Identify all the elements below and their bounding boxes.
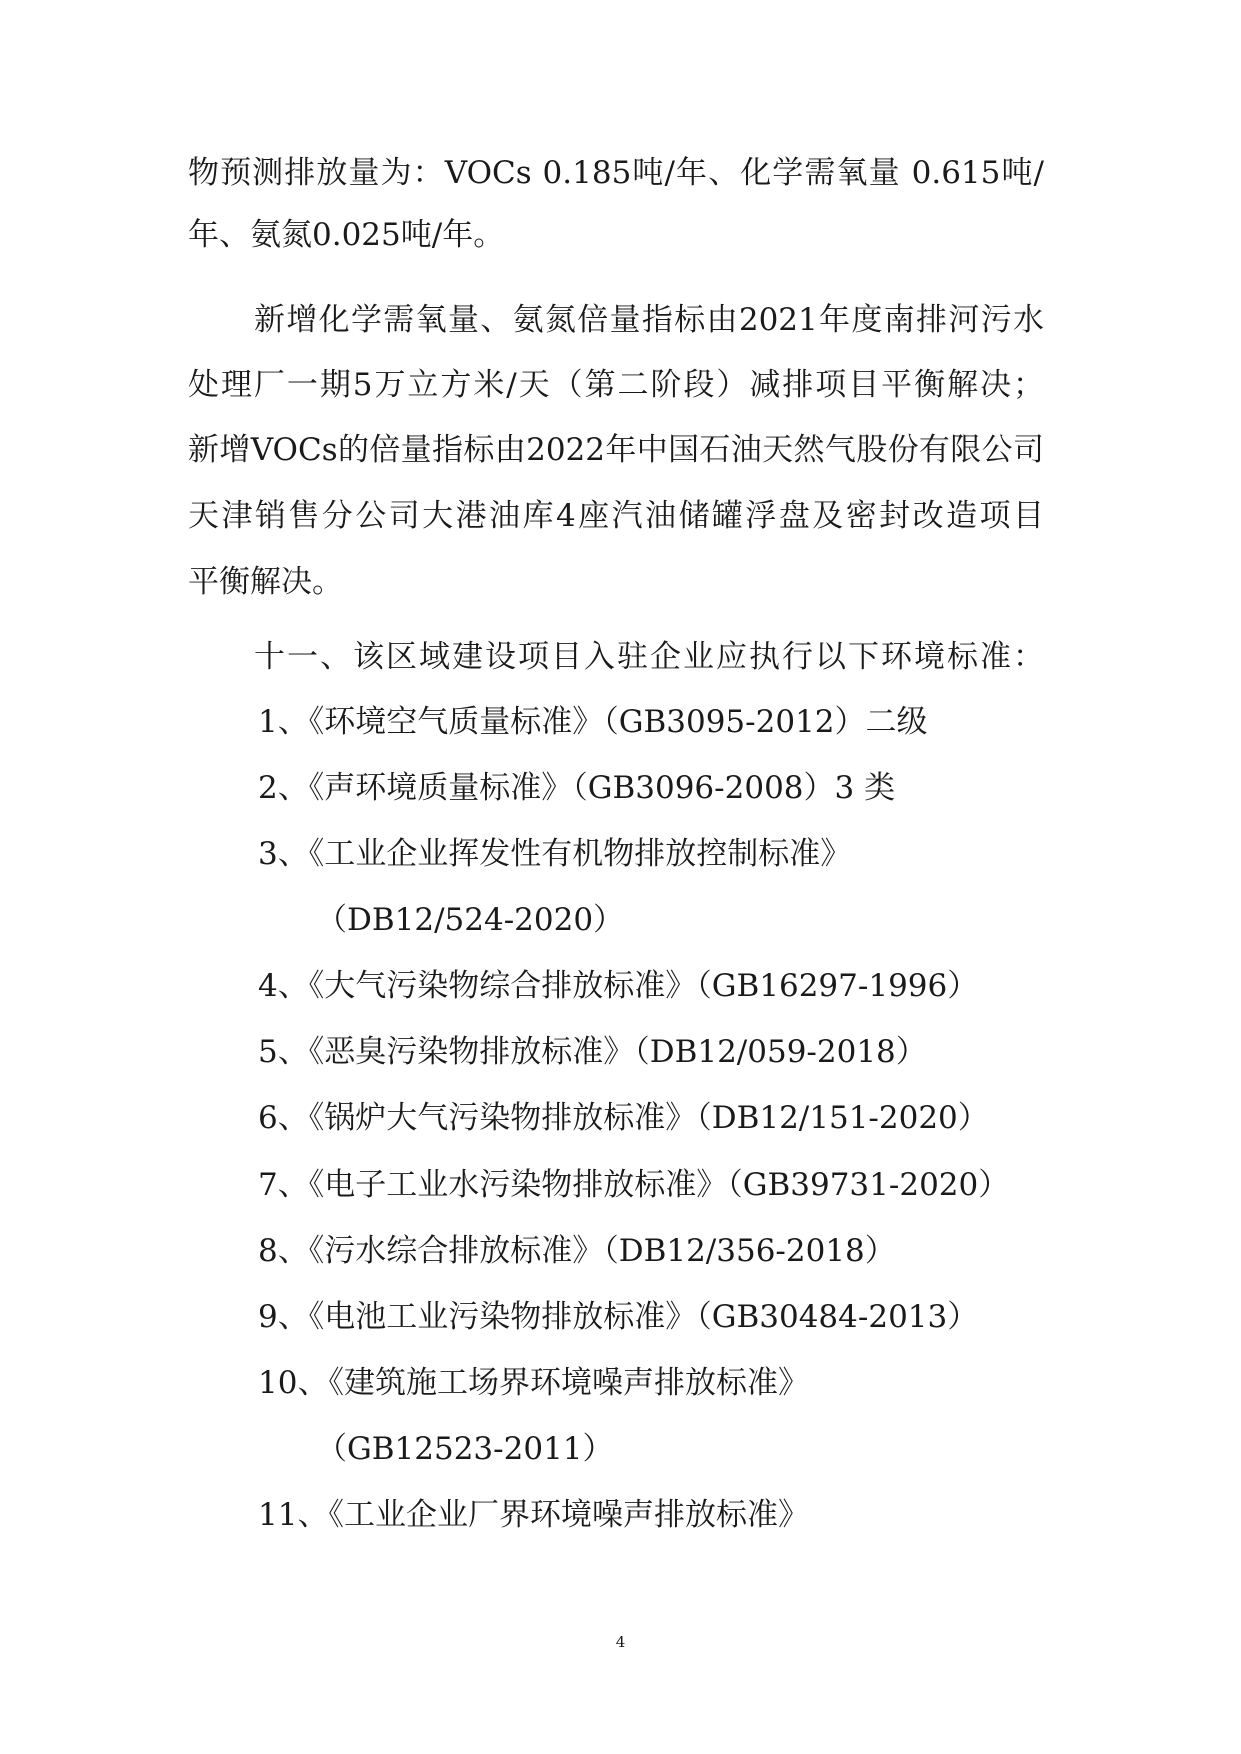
standard-item: 6、《锅炉大气污染物排放标准》（DB12/151-2020） <box>258 1100 989 1136</box>
paragraph-emissions-line-1: 物预测排放量为：VOCs 0.185吨/年、化学需氧量 0.615吨/ <box>188 155 1044 191</box>
standard-item: 9、《电池工业污染物排放标准》（GB30484-2013） <box>258 1299 979 1335</box>
standard-item: 10、《建筑施工场界环境噪声排放标准》 <box>258 1365 809 1401</box>
paragraph-balance-line-5: 平衡解决。 <box>188 564 343 600</box>
standard-item: 2、《声环境质量标准》（GB3096-2008）3 类 <box>258 770 896 806</box>
standard-item: 4、《大气污染物综合排放标准》（GB16297-1996） <box>258 968 979 1004</box>
paragraph-balance-line-2: 处理厂一期5万立方米/天（第二阶段）减排项目平衡解决； <box>188 367 1044 403</box>
standard-item: 11、《工业企业厂界环境噪声排放标准》 <box>258 1497 809 1533</box>
standard-item: 1、《环境空气质量标准》（GB3095-2012）二级 <box>258 704 928 740</box>
standard-item-continuation: （GB12523-2011） <box>316 1431 614 1467</box>
paragraph-balance-line-1: 新增化学需氧量、氨氮倍量指标由2021年度南排河污水 <box>254 302 1044 338</box>
paragraph-emissions-line-2: 年、氨氮0.025吨/年。 <box>188 217 505 253</box>
paragraph-balance-line-4: 天津销售分公司大港油库4座汽油储罐浮盘及密封改造项目 <box>188 498 1044 534</box>
page-number: 4 <box>615 1633 626 1651</box>
standard-item: 5、《恶臭污染物排放标准》（DB12/059-2018） <box>258 1034 927 1070</box>
standard-item-continuation: （DB12/524-2020） <box>316 902 625 938</box>
paragraph-balance-line-3: 新增VOCs的倍量指标由2022年中国石油天然气股份有限公司 <box>188 432 1044 468</box>
standard-item: 8、《污水综合排放标准》（DB12/356-2018） <box>258 1233 896 1269</box>
section-heading: 十一、该区域建设项目入驻企业应执行以下环境标准： <box>254 639 1044 675</box>
standard-item: 3、《工业企业挥发性有机物排放控制标准》 <box>258 836 852 872</box>
standard-item: 7、《电子工业水污染物排放标准》（GB39731-2020） <box>258 1167 1010 1203</box>
